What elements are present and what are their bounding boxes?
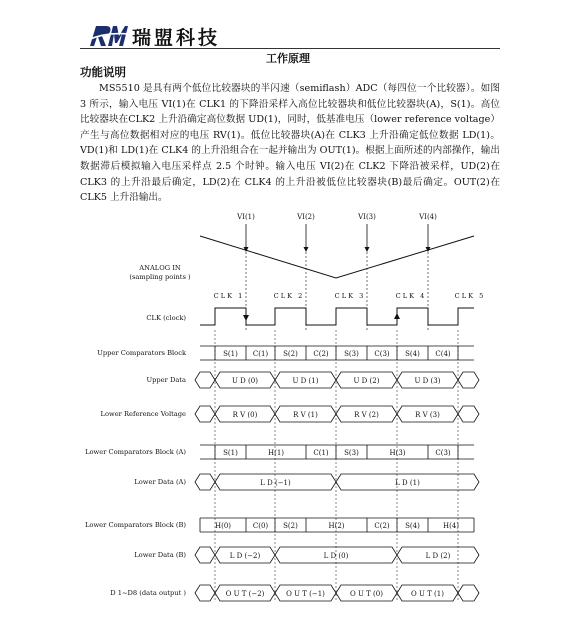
lower-comparators-b-cell-label: H(4)	[442, 522, 460, 530]
upper-comparators-cell-label: C(1)	[252, 350, 269, 358]
vi-arrow-head	[365, 247, 370, 252]
clk-number-label: CLK 5	[454, 292, 486, 300]
vi-label: VI(2)	[297, 213, 315, 221]
row-label: Upper Comparators Block	[97, 349, 186, 357]
upper-data-value-label: U D (1)	[292, 377, 319, 385]
lower-comparators-a-cell-label: C(1)	[313, 449, 329, 457]
lower-data-b-value-label: L D (0)	[323, 552, 349, 560]
vi-label: VI(1)	[237, 213, 255, 221]
clk1-fall-arrow-icon	[243, 315, 249, 321]
clk-number-label: CLK 3	[334, 292, 366, 300]
sampling-points-label: (sampling points )	[129, 273, 191, 281]
upper-comparators-cell-label: S(3)	[344, 350, 359, 358]
upper-comparators-cell-label: S(4)	[405, 350, 420, 358]
section-heading: 功能说明	[80, 65, 126, 79]
data-output-value-label: O U T (−1)	[286, 590, 325, 598]
row-label: Lower Comparators Block (B)	[84, 521, 186, 529]
lower-reference-voltage-value-label: R V (1)	[293, 411, 318, 419]
description-text: MS5510 是具有两个低位比较器块的半闪速（semiflash）ADC（每四位一个比较器）。如图 3 所示，输入电压 VI(1)在 CLK1 的下降沿采样入高位比较器块和低位比较器块(A)，S(1)。高位比较器块在CLK2 上升沿确定高位数据 UD(1)，同时，低基准电压（lower reference voltage）产生与高位数据相对应的电压 RV(1)。低位比较器块(A)在 CLK3 上升沿确定低位数据 LD(1)。VD(1)和 LD(1)在 CLK4 的上升沿组合在一起并输出为 OUT(1)。根据上面所述的内部操作，输出数据滞后模拟输入电压采样点 2.5 个时钟。输入电压 VI(2)在 CLK2 下降沿被采样，UD(2)在 CLK3 的上升沿最后确定，LD(2)在 CLK4 的上升沿被低位比较器块(B)最后确定。OUT(2)在 CLK5 上升沿输出。	[80, 83, 500, 204]
lower-comparators-b-cell-label: H(0)	[214, 522, 232, 530]
vi-label: VI(4)	[419, 213, 437, 221]
lower-comparators-a-cell-label: S(3)	[344, 449, 359, 457]
upper-data-value-label: U D (0)	[232, 377, 258, 385]
data-output-segment	[458, 585, 479, 601]
lower-comparators-a-cell-label: C(3)	[435, 449, 451, 457]
row-label: Lower Data (A)	[134, 478, 186, 486]
lower-reference-voltage-segment	[195, 406, 215, 422]
row-label: CLK (clock)	[146, 314, 186, 322]
clk4-rise-arrow-icon	[394, 313, 400, 319]
lower-comparators-b-cell-label: S(4)	[405, 522, 420, 530]
lower-comparators-b-cell-label: S(2)	[283, 522, 298, 530]
row-label: Upper Data	[146, 376, 186, 384]
lower-comparators-b-cell-label: H(2)	[328, 522, 345, 530]
lower-data-b-value-label: L D (2)	[425, 552, 451, 560]
upper-comparators-cell-label: C(3)	[374, 350, 390, 358]
upper-comparators-cell-label: C(2)	[313, 350, 329, 358]
upper-data-segment	[458, 372, 479, 388]
lower-data-b-segment	[195, 547, 215, 563]
lower-data-a-value-label: L D (−1)	[260, 479, 291, 487]
data-output-value-label: O U T (1)	[411, 590, 444, 598]
upper-data-value-label: U D (3)	[414, 377, 441, 385]
analog-in-label: ANALOG IN	[139, 264, 181, 272]
clk-number-label: CLK 2	[273, 292, 305, 300]
data-output-value-label: O U T (−2)	[225, 590, 265, 598]
lower-reference-voltage-value-label: R V (2)	[354, 411, 379, 419]
lower-comparators-b-cell-label: C(0)	[252, 522, 269, 530]
clk-waveform	[200, 308, 474, 325]
vi-label: VI(3)	[358, 213, 376, 221]
page-title: 工作原理	[266, 52, 310, 65]
upper-data-value-label: U D (2)	[353, 377, 380, 385]
lower-comparators-a-cell-label: H(3)	[389, 449, 406, 457]
row-label: D 1~D8 (data output )	[110, 589, 186, 597]
row-label: Lower Comparators Block (A)	[85, 448, 186, 456]
clk-number-label: CLK 1	[213, 292, 245, 300]
lower-comparators-b-cell-label: C(2)	[374, 522, 390, 530]
brand-name: 瑞盟科技	[132, 26, 221, 49]
upper-comparators-cell-label: S(1)	[223, 350, 238, 358]
data-output-value-label: O U T (0)	[350, 590, 383, 598]
lower-reference-voltage-value-label: R V (3)	[415, 411, 440, 419]
lower-comparators-a-cell-label: S(1)	[223, 449, 238, 457]
vi-arrow-head	[304, 247, 309, 252]
lower-reference-voltage-value-label: R V (0)	[232, 411, 258, 419]
upper-comparators-cell-label: S(2)	[283, 350, 298, 358]
lower-data-a-value-label: L D (1)	[395, 479, 420, 487]
lower-comparators-a-cell-label: H(1)	[267, 449, 285, 457]
upper-data-segment	[195, 372, 215, 388]
row-label: Lower Reference Voltage	[100, 410, 186, 418]
lower-data-b-value-label: L D (−2)	[229, 552, 261, 560]
lower-reference-voltage-segment	[458, 406, 479, 422]
lower-data-a-segment	[195, 474, 215, 490]
data-output-segment	[195, 585, 215, 601]
analog-in-waveform	[200, 236, 474, 278]
clk-number-label: CLK 4	[395, 292, 427, 300]
row-label: Lower Data (B)	[134, 551, 186, 559]
upper-comparators-cell-label: C(4)	[435, 350, 451, 358]
